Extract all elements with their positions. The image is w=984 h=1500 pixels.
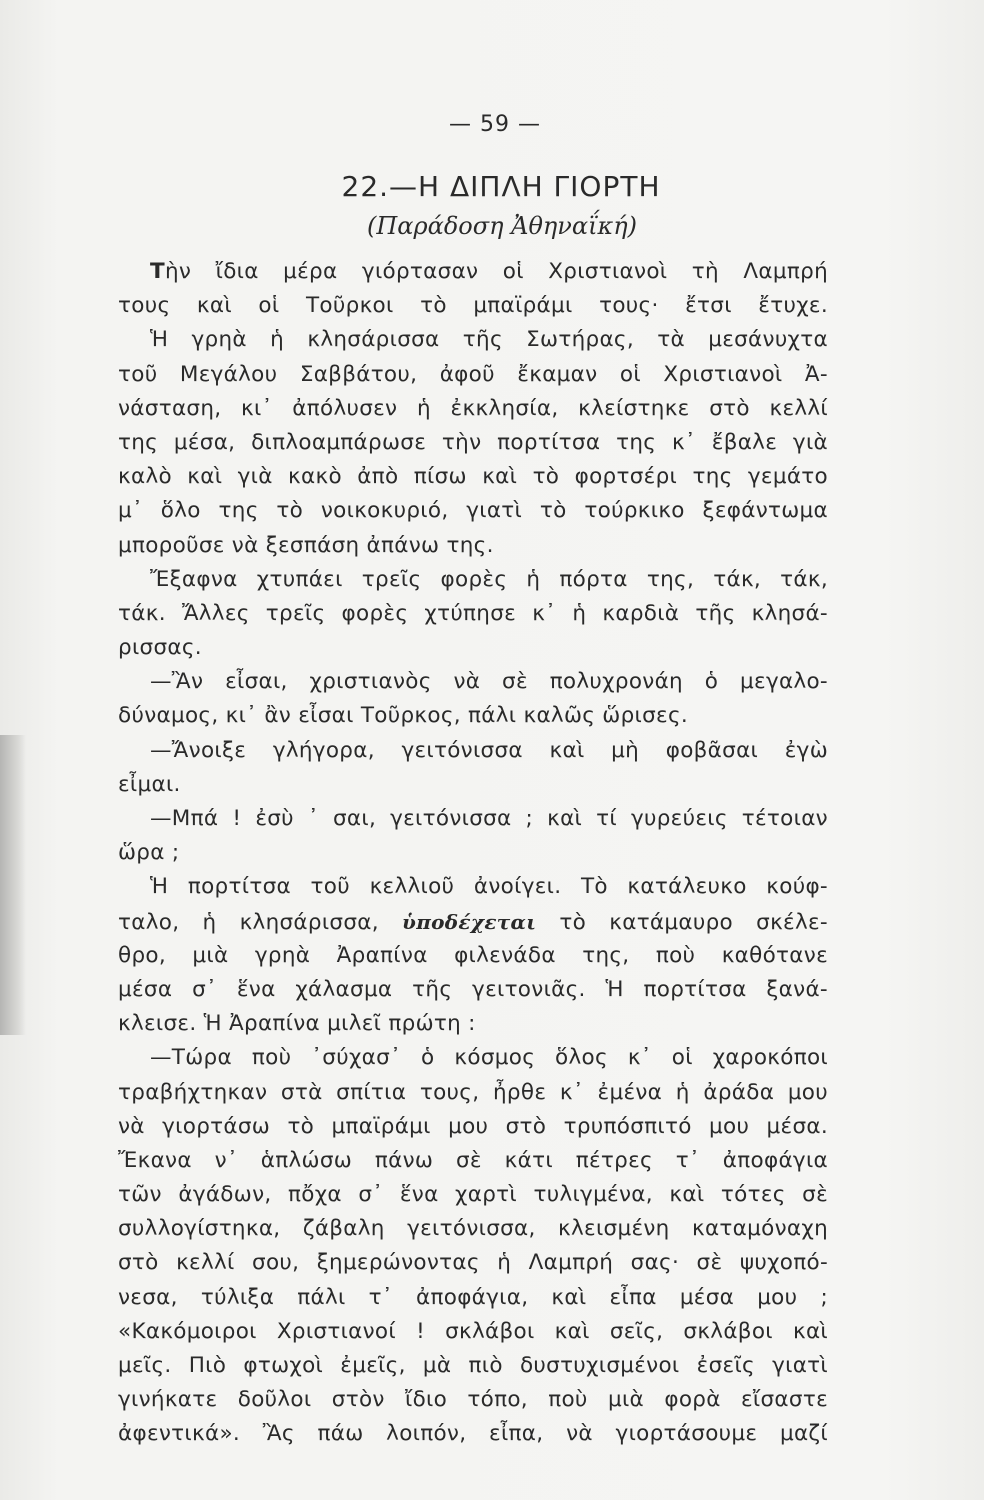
text-line: νάσταση, κι᾿ ἀπόλυσεν ἡ ἐκκλησία, κλείστηκε στὸ κελλί bbox=[118, 395, 828, 421]
binding-shadow bbox=[0, 735, 26, 1035]
text-line: κλεισε. Ἡ Ἀραπίνα μιλεῖ πρώτη : bbox=[118, 1011, 476, 1037]
text-line: της μέσα, διπλοαμπάρωσε τὴν πορτίτσα της κ᾿ ἔβαλε γιὰ bbox=[118, 429, 828, 455]
text-line: —Ἂν εἶσαι, χριστιανὸς νὰ σὲ πολυχρονάη ὁ μεγαλο- bbox=[150, 669, 828, 695]
text-line: ταλο, ἡ κλησάρισσα, ὑποδέχεται τὸ κατάμαυρο σκέλε- bbox=[118, 909, 828, 935]
text-line: μποροῦσε νὰ ξεσπάση ἀπάνω της. bbox=[118, 532, 494, 558]
text-line: Ἡ γρηὰ ἡ κλησάρισσα τῆς Σωτήρας, τὰ μεσάνυχτα bbox=[150, 327, 828, 353]
text-line: Τὴν ἴδια μέρα γιόρτασαν οἱ Χριστιανοὶ τὴ Λαμπρή bbox=[150, 259, 828, 284]
text-line: εἶμαι. bbox=[118, 771, 181, 797]
text-line: ἀφεντικά». Ἂς πάω λοιπόν, εἶπα, νὰ γιορτάσουμε μαζί bbox=[118, 1421, 828, 1447]
text-line: τοῦ Μεγάλου Σαββάτου, ἀφοῦ ἔκαμαν οἱ Χριστιανοὶ Ἀ- bbox=[118, 361, 828, 387]
text-line: δύναμος, κι᾿ ἂν εἶσαι Τοῦρκος, πάλι καλῶς ὥρισες. bbox=[118, 703, 689, 729]
text-line: καλὸ καὶ γιὰ κακὸ ἀπὸ πίσω καὶ τὸ φορτσέρι της γεμάτο bbox=[118, 464, 828, 490]
chapter-subtitle: (Παράδοση Ἀθηναΐκή) bbox=[367, 212, 637, 240]
text-line: γινήκατε δοῦλοι στὸν ἴδιο τόπο, ποὺ μιὰ φορὰ εἴσαστε bbox=[118, 1387, 828, 1413]
text-line: ρισσας. bbox=[118, 635, 202, 661]
text-line: τάκ. Ἄλλες τρεῖς φορὲς χτύπησε κ᾿ ἡ καρδιὰ τῆς κλησά- bbox=[118, 600, 828, 626]
text-line: μέσα σ᾿ ἕνα χάλασμα τῆς γειτονιᾶς. Ἡ πορτίτσα ξανά- bbox=[118, 976, 828, 1002]
text-line: Ἡ πορτίτσα τοῦ κελλιοῦ ἀνοίγει. Τὸ κατάλευκο κούφ- bbox=[150, 874, 828, 900]
text-line: τῶν ἀγάδων, πὄχα σ᾿ ἕνα χαρτὶ τυλιγμένα, καὶ τότες σὲ bbox=[118, 1182, 828, 1208]
text-line: Ἔξαφνα χτυπάει τρεῖς φορὲς ἡ πόρτα της, τάκ, τάκ, bbox=[150, 566, 828, 592]
text-line: συλλογίστηκα, ζάβαλη γειτόνισσα, κλεισμένη καταμόναχη bbox=[118, 1216, 828, 1242]
text-line: θρο, μιὰ γρηὰ Ἀραπίνα φιλενάδα της, ποὺ καθότανε bbox=[118, 942, 828, 968]
text-line: μεῖς. Πιὸ φτωχοὶ ἐμεῖς, μὰ πιὸ δυστυχισμένοι ἐσεῖς γιατὶ bbox=[118, 1353, 828, 1378]
text-line: —Μπά ! ἐσὺ ᾿ σαι, γειτόνισσα ; καὶ τί γυρεύεις τέτοιαν bbox=[150, 806, 828, 831]
text-line: —Τώρα ποὺ ᾿σύχασ᾿ ὁ κόσμος ὅλος κ᾿ οἱ χαροκόποι bbox=[150, 1045, 828, 1071]
text-line: ὥρα ; bbox=[118, 840, 180, 866]
text-line: τους καὶ οἱ Τοῦρκοι τὸ μπαϊράμι τους· ἔτσι ἔτυχε. bbox=[118, 293, 828, 319]
body-text bbox=[118, 255, 828, 1452]
text-line: —Ἄνοιξε γλήγορα, γειτόνισσα καὶ μὴ φοβᾶσαι ἐγὼ bbox=[150, 737, 828, 763]
text-line: μ᾿ ὅλο της τὸ νοικοκυριό, γιατὶ τὸ τούρκικο ξεφάντωμα bbox=[118, 498, 828, 524]
text-line: νὰ γιορτάσω τὸ μπαϊράμι μου στὸ τρυπόσπιτό μου μέσα. bbox=[118, 1113, 828, 1139]
text-line: νεσα, τύλιξα πάλι τ᾿ ἀποφάγια, καὶ εἶπα μέσα μου ; bbox=[118, 1284, 828, 1310]
page-number: — 59 — bbox=[449, 112, 541, 137]
text-line: τραβήχτηκαν στὰ σπίτια τους, ἦρθε κ᾿ ἐμένα ἡ ἀράδα μου bbox=[118, 1079, 828, 1105]
chapter-title: 22.—Η ΔΙΠΛΗ ΓΙΟΡΤΗ bbox=[341, 170, 661, 203]
emphasized-word: ὑποδέχεται bbox=[402, 909, 537, 934]
text-line: Ἔκανα ν᾿ ἁπλώσω πάνω σὲ κάτι πέτρες τ᾿ ἀποφάγια bbox=[118, 1147, 828, 1173]
drop-cap: Τ bbox=[150, 259, 165, 284]
text-line: «Κακόμοιροι Χριστιανοί ! σκλάβοι καὶ σεῖς, σκλάβοι καὶ bbox=[118, 1318, 828, 1344]
text-line: στὸ κελλί σου, ξημερώνοντας ἡ Λαμπρή σας· σὲ ψυχοπό- bbox=[118, 1250, 828, 1276]
